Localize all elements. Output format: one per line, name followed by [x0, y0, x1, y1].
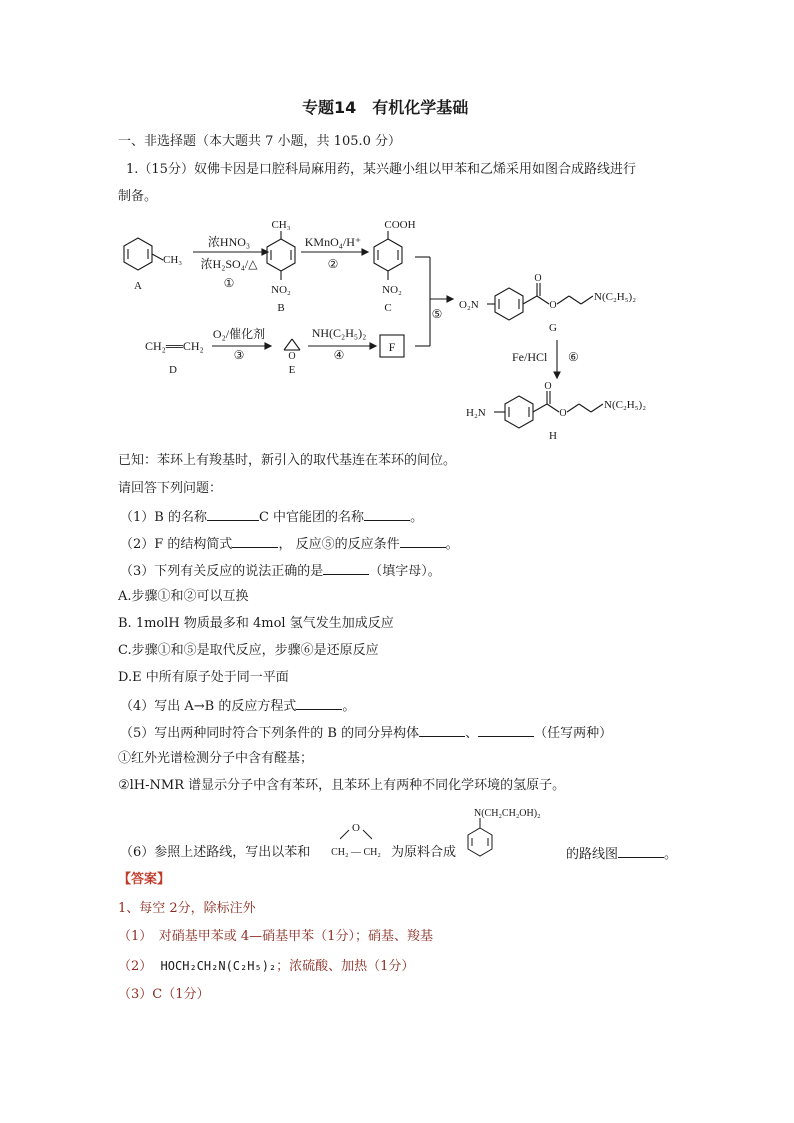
- answer-score-note: 1、每空 2分，除标注外: [118, 901, 256, 916]
- q5-blank-2[interactable]: [478, 724, 534, 737]
- H-amine: N(C₂H₅)₂: [604, 399, 647, 411]
- step1-number: ①: [223, 276, 235, 290]
- step2-reagent: KMnO₄/H⁺: [304, 235, 362, 249]
- answer-2-number: （2）: [118, 959, 153, 974]
- q6-text-c: [566, 845, 677, 863]
- q1-text-a: （1）B 的名称: [120, 510, 207, 525]
- D-formula: CH₂══CH₂: [145, 339, 204, 353]
- G-nitro: O₂N: [459, 299, 479, 311]
- q4-text-b: 。: [342, 699, 356, 714]
- q6-epoxide-base: CH₂ — CH₂: [331, 847, 381, 858]
- E-oxygen: O: [288, 351, 296, 362]
- G-amine: N(C₂H₅)₂: [594, 291, 637, 303]
- question-intro-line1: 1.（15分）奴佛卡因是口腔科局麻用药，某兴趣小组以甲苯和乙烯采用如图合成路线进行: [126, 162, 636, 177]
- option-D: D.E 中所有原子处于同一平面: [118, 670, 289, 685]
- q3-text-a: （3）下列有关反应的说法正确的是: [120, 564, 324, 579]
- q2-text-a: （2）F 的结构简式: [120, 537, 233, 552]
- synthesis-scheme: [0, 0, 794, 460]
- C-carboxyl: COOH: [384, 219, 416, 231]
- page-title: 专题14 有机化学基础: [302, 98, 469, 117]
- answer-1: （1） 对硝基甲苯或 4—硝基甲苯（1分）；硝基、羧基: [118, 929, 433, 944]
- q6-text-b: 为原料合成: [391, 845, 457, 860]
- option-B: B. 1molH 物质最多和 4mol 氢气发生加成反应: [118, 616, 394, 631]
- q6-epoxide-oxygen: O: [352, 822, 360, 834]
- question-1: [120, 508, 423, 526]
- label-H: H: [549, 430, 557, 442]
- step1-reagent-bottom: 浓H₂SO₄/△: [200, 257, 258, 271]
- label-C: C: [384, 302, 392, 314]
- q1-text-b: C 中官能团的名称: [258, 510, 365, 525]
- q3-text-b: （填字母）。: [369, 564, 441, 579]
- step3-number: ③: [233, 348, 245, 362]
- label-B: B: [277, 302, 285, 314]
- answer-header: 【答案】: [118, 872, 171, 887]
- H-amino: H₂N: [466, 407, 486, 419]
- G-ester-O: O: [549, 300, 557, 311]
- option-C: C.步骤①和⑤是取代反应，步骤⑥是还原反应: [118, 643, 379, 658]
- section-heading: 一、非选择题（本大题共 7 小题，共 105.0 分）: [118, 134, 402, 149]
- q6-epoxide-structure: [326, 818, 390, 862]
- q6-target-formula: N(CH₂CH₂OH)₂: [474, 808, 541, 819]
- q4-blank[interactable]: [296, 697, 342, 710]
- q2-text-b: ， 反应⑤的反应条件: [278, 537, 400, 552]
- label-F: F: [388, 340, 396, 354]
- answer-2: [118, 958, 414, 975]
- q1-blank-1[interactable]: [207, 508, 259, 521]
- step1-reagent-top: 浓HNO₃: [207, 235, 251, 249]
- step2-number: ②: [327, 257, 339, 271]
- answer-2-formula: HOCH₂CH₂N(C₂H₅)₂: [160, 959, 277, 973]
- step4-number: ④: [333, 348, 345, 362]
- label-A: A: [134, 280, 142, 292]
- step3-reagent: O₂/催化剂: [212, 327, 266, 341]
- q6-text-d: 。: [664, 847, 678, 862]
- q2-blank-2[interactable]: [400, 535, 446, 548]
- condition-1: ①红外光谱检测分子中含有醛基；: [118, 751, 314, 766]
- B-methyl: CH₃: [271, 219, 291, 231]
- label-G: G: [549, 322, 557, 334]
- question-prompt: 请回答下列问题：: [118, 481, 223, 496]
- step6-number: ⑥: [568, 350, 579, 364]
- q5-text-c: （任写两种）: [534, 726, 613, 741]
- known-condition: 已知：苯环上有羧基时，新引入的取代基连在苯环的间位。: [118, 453, 457, 468]
- label-D: D: [169, 364, 177, 376]
- option-A: A.步骤①和②可以互换: [118, 589, 249, 604]
- answer-3: （3）C（1分）: [118, 987, 210, 1002]
- H-carbonyl-O: O: [544, 381, 552, 392]
- q4-text-a: （4）写出 A→B 的反应方程式: [120, 699, 297, 714]
- question-2: [120, 535, 459, 553]
- step6-reagent: Fe/HCl: [512, 350, 548, 364]
- question-4: [120, 697, 355, 715]
- q6-target-structure: [462, 798, 566, 862]
- q5-text-b: 、: [465, 726, 479, 741]
- step5-number: ⑤: [431, 307, 443, 321]
- condition-2: ②lH-NMR 谱显示分子中含有苯环，且苯环上有两种不同化学环境的氢原子。: [118, 778, 566, 793]
- step4-reagent: NH(C₂H₅)₂: [311, 326, 367, 340]
- label-E: E: [288, 364, 296, 376]
- q2-blank-1[interactable]: [232, 535, 278, 548]
- q5-blank-1[interactable]: [419, 724, 465, 737]
- A-methyl: CH₃: [163, 254, 183, 266]
- q2-text-c: 。: [445, 537, 459, 552]
- q6-text-c-label: 的路线图: [566, 847, 619, 862]
- G-carbonyl-O: O: [534, 273, 542, 284]
- q6-blank[interactable]: [618, 845, 664, 858]
- q6-text-a: （6）参照上述路线，写出以苯和: [120, 845, 311, 860]
- question-intro-line2: 制备。: [118, 189, 158, 204]
- q3-blank[interactable]: [323, 562, 369, 575]
- answer-2-condition: ；浓硫酸、加热（1分）: [276, 959, 415, 974]
- q5-text-a: （5）写出两种同时符合下列条件的 B 的同分异构体: [120, 726, 420, 741]
- q1-text-c: 。: [410, 510, 424, 525]
- question-3: [120, 562, 441, 580]
- H-ester-O: O: [559, 408, 567, 419]
- question-5: [120, 724, 612, 742]
- B-nitro: NO₂: [271, 284, 291, 296]
- C-nitro: NO₂: [382, 284, 402, 296]
- q1-blank-2[interactable]: [364, 508, 410, 521]
